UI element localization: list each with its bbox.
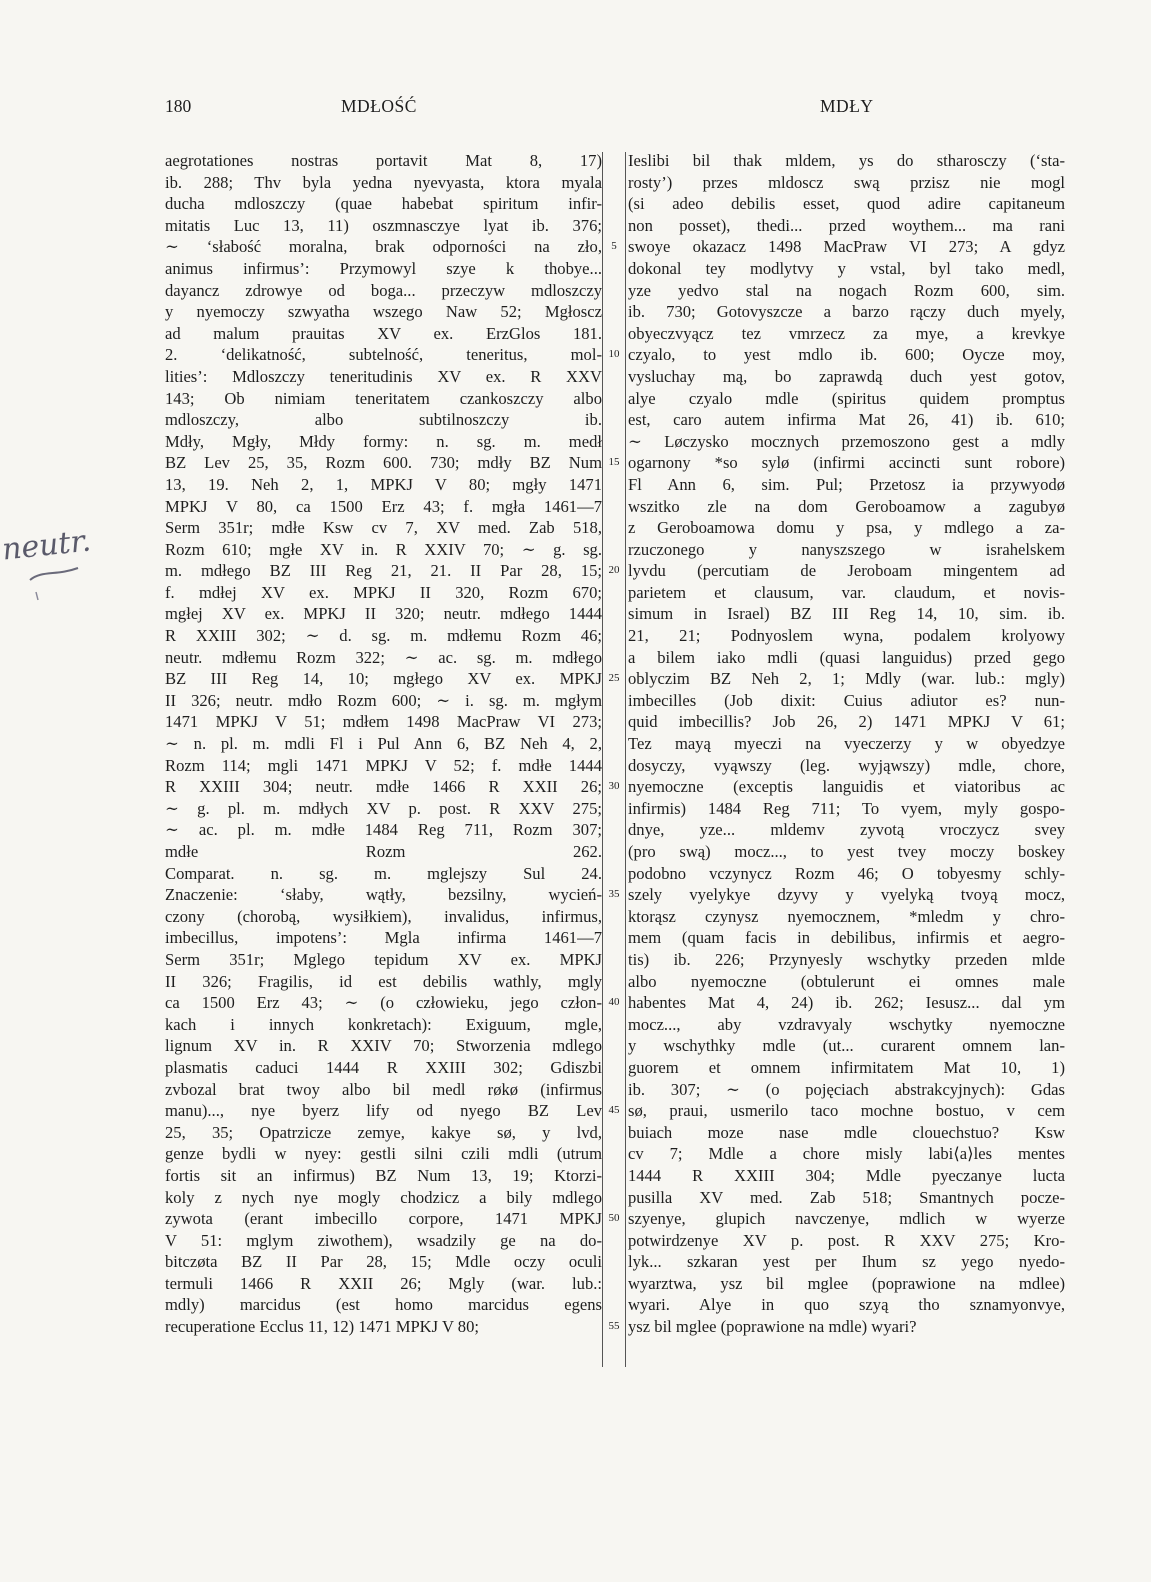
right-column-line: a bilem iako mdli (quasi languidus) przed gego (628, 647, 1065, 667)
right-column-line: szely vyelykye dzyvy y vyelyką tvoyą mocz, (628, 885, 1065, 905)
right-column-line: mocz..., aby vzdravyaly wschytky nyemoczne (628, 1014, 1065, 1034)
right-column-line: est, caro autem infirma Mat 26, 41) ib. 610; (628, 410, 1065, 430)
right-column-line: tis) ib. 226; Przynyesly wschytky przeden mlde (628, 949, 1065, 969)
left-column-line: genze bydli w nyey: gestli silni czili mdli (utrum (165, 1144, 602, 1164)
line-number: 25 (608, 672, 620, 685)
left-column-line: lignum XV in. R XXIV 70; Stworzenia mdlego (165, 1036, 602, 1056)
left-column-line: dayancz zdrowye od boga... przeczyw mdloszczy (165, 280, 602, 300)
right-column-line: guorem et omnem infirmitatem Mat 10, 1) (628, 1057, 1065, 1077)
left-column-line: m. mdłego BZ III Reg 21, 21. II Par 28, 15; (165, 561, 602, 581)
right-column-line: y wschythky mdle (ut... curarent omnem lan- (628, 1036, 1065, 1056)
left-column-line: BZ Lev 25, 35, Rozm 600. 730; mdły BZ Num (165, 453, 602, 473)
left-column-line: f. mdłej XV ex. MPKJ II 320, Rozm 670; (165, 582, 602, 602)
right-column-line: (pro swą) mocz..., to yest tvey moczy boskey (628, 842, 1065, 861)
line-number: 10 (608, 348, 620, 361)
right-column-line: simum in Israel) BZ III Reg 14, 10, sim. ib. (628, 604, 1065, 624)
left-column-line: termuli 1466 R XXII 26; Mgly (war. lub.: (165, 1273, 602, 1293)
running-header (165, 96, 885, 122)
left-column-line: mdly) marcidus (est homo marcidus egens (165, 1295, 602, 1315)
right-column-line: dnye, yze... mldemv zyvotą vroczycz svey (628, 820, 1065, 840)
right-column-line: rzuczonego y nanyszszego w israhelskem (628, 539, 1065, 559)
left-column-line: Comparat. n. sg. m. mglejszy Sul 24. (165, 863, 602, 883)
left-column-line: 25, 35; Opatrzicze zemye, kakye sø, y lvd, (165, 1122, 602, 1142)
left-column-line: mgłej XV ex. MPKJ II 320; neutr. mdłego 1444 (165, 604, 602, 624)
left-column-line: 2. ‘delikatność, subtelność, teneritus, mol- (165, 345, 602, 365)
left-column-line: Rozm 114; mgli 1471 MPKJ V 52; f. mdłe 1444 (165, 755, 602, 775)
left-column-line: zvbozal brat twoy albo bil medl røkø (infirmus (165, 1079, 602, 1099)
left-column-line: Znaczenie: ‘słaby, wątły, bezsilny, wycień- (165, 885, 602, 905)
left-column-line: neutr. mdłemu Rozm 322; ∼ ac. sg. m. mdłego (165, 647, 602, 667)
left-column-line: ∼ g. pl. m. mdłych XV p. post. R XXV 275; (165, 798, 602, 818)
left-column-line: ducha mdloszczy (quae habebat spiritum infir- (165, 194, 602, 214)
left-column-line: fortis sit an infirmus) BZ Num 13, 19; Ktorzi- (165, 1165, 602, 1185)
line-number: 30 (608, 780, 620, 793)
right-column-line: parietem et clausum, var. claudum, et novis- (628, 582, 1065, 602)
right-column-line: szyenye, glupich navczenye, mdlich w wyerze (628, 1209, 1065, 1229)
right-column-line: infirmis) 1484 Reg 711; To vyem, myly gospo- (628, 798, 1065, 818)
right-column-line: rosty’) przes mldoscz swą przisz nie mogl (628, 172, 1065, 192)
line-number: 55 (608, 1320, 620, 1333)
right-column-line: potwirdzenye XV p. post. R XXV 275; Kro- (628, 1230, 1065, 1250)
right-column-line: non posset), thedi... przed woythem... ma rani (628, 215, 1065, 235)
right-column-line: podobno vczynycz Rozm 46; O tobyesmy schly- (628, 863, 1065, 883)
left-column-line: plasmatis caduci 1444 R XXIII 302; Gdiszbi (165, 1057, 602, 1077)
left-column-line: mdloszczy, albo subtilnoszczy ib. (165, 410, 602, 430)
right-column-line: yze yedvo stal na nogach Rozm 600, sim. (628, 280, 1065, 300)
left-column-line: 13, 19. Neh 2, 1, MPKJ V 80; mgły 1471 (165, 474, 602, 494)
right-text-column (628, 150, 1065, 1338)
left-column-line: Mdły, Mgły, Młdy formy: n. sg. m. medł (165, 431, 602, 451)
left-text-column (165, 150, 602, 1338)
right-column-line: dokonal tey modlytvy y vstal, byl tako medl, (628, 258, 1065, 278)
left-column-line: ∼ n. pl. m. mdli Fl i Pul Ann 6, BZ Neh 4, 2, (165, 734, 602, 754)
left-headword: MDŁOŚĆ (341, 96, 417, 116)
right-column-line: wyarztwa, ysz bil mglee (poprawione na mdlee) (628, 1273, 1065, 1293)
left-column-line: V 51: mglym ziwothem), wsadzily ge na do- (165, 1230, 602, 1250)
right-column-line: lyvdu (percutiam de Jeroboam mingentem ad (628, 561, 1065, 581)
left-column-line: ∼ ‘słabość moralna, brak odporności na zło, (165, 237, 602, 257)
left-column-line: czony (chorobą, wysiłkiem), invalidus, infirmus, (165, 906, 602, 926)
handwritten-stroke (26, 562, 86, 602)
right-column-line: habentes Mat 4, 24) ib. 262; Iesusz... dal ym (628, 993, 1065, 1013)
right-column-line: alye czyalo mdle (spiritus quidem promptus (628, 388, 1065, 408)
right-column-line: ysz bil mglee (poprawione na mdle) wyari? (628, 1317, 917, 1337)
column-rule-left (602, 152, 603, 1367)
left-column-line: ∼ ac. pl. m. mdłe 1484 Reg 711, Rozm 307; (165, 820, 602, 840)
right-column-line: lyk... szkaran yest per Ihum sz yego nyedo- (628, 1252, 1065, 1272)
left-column-line: lities’: Mdloszczy teneritudinis XV ex. R XXV (165, 366, 602, 386)
right-column-line: ∼ Løczysko mocznych przemoszono gest a mdly (628, 431, 1065, 451)
right-column-line: pusilla XV med. Zab 518; Smantnych pocze- (628, 1187, 1065, 1207)
right-column-line: 21, 21; Podnyoslem wyna, podalem krolyowy (628, 626, 1065, 646)
left-column-line: mdłe Rozm 262. (165, 842, 602, 861)
left-column-line: kach i innych konkretach): Exiguum, mgle, (165, 1014, 602, 1034)
right-column-line: wszitko zle na dom Geroboamow a zagubyø (628, 496, 1065, 516)
right-column-line: buiach moze nase mdle clouechstuo? Ksw (628, 1122, 1065, 1142)
right-column-line: Ieslibi bil thak mldem, ys do stharosczy (‘sta- (628, 151, 1065, 170)
right-column-line: cv 7; Mdle a chore misly labi⟨a⟩les mentes (628, 1144, 1065, 1164)
page-number: 180 (165, 96, 192, 116)
left-column-line: koly z nych nye mogly chodzicz a bily mdlego (165, 1187, 602, 1207)
left-column-line: recuperatione Ecclus 11, 12) 1471 MPKJ V 80; (165, 1317, 480, 1337)
right-column-line: imbecilles (Job dixit: Cuius adiutor es? nun- (628, 690, 1065, 710)
right-column-line: oblyczim BZ Neh 2, 1; Mdly (war. lub.: mgly) (628, 669, 1065, 689)
left-column-line: imbecillus, impotens’: Mgla infirma 1461—7 (165, 928, 602, 948)
right-column-line: ogarnony *so sylø (infirmi accincti sunt robore) (628, 453, 1065, 473)
right-headword: MDŁY (820, 96, 874, 116)
right-column-line: albo nyemoczne (obtulerunt ei omnes male (628, 971, 1065, 991)
right-column-line: sø, praui, usmerilo taco mochne bostuo, v cem (628, 1101, 1065, 1121)
line-number: 20 (608, 564, 620, 577)
right-column-line: obyeczvyącz tez vmrzecz za mye, a krevkye (628, 323, 1065, 343)
line-number: 50 (608, 1212, 620, 1225)
left-column-line: ad malum prauitas XV ex. ErzGlos 181. (165, 323, 602, 343)
line-number: 40 (608, 996, 620, 1009)
left-column-line: II 326; neutr. mdło Rozm 600; ∼ i. sg. m. mgłym (165, 690, 602, 710)
right-column-line: ktorąsz czynysz nyemocznem, *mledm y chro- (628, 906, 1065, 926)
right-column-line: mem (quam facis in debilibus, infirmis et aegro- (628, 928, 1065, 948)
left-column-line: II 326; Fragilis, id est debilis wathly, mgly (165, 971, 602, 991)
line-number: 15 (608, 456, 620, 469)
left-column-line: R XXIII 302; ∼ d. sg. m. mdłemu Rozm 46; (165, 626, 602, 646)
left-column-line: Serm 351r; Mglego tepidum XV ex. MPKJ (165, 949, 602, 969)
right-column-line: ib. 307; ∼ (o pojęciach abstrakcyjnych): Gdas (628, 1079, 1065, 1099)
left-column-line: mitatis Luc 13, 11) oszmnasczye lyat ib. 376; (165, 215, 602, 235)
right-column-line: swoye okazacz 1498 MacPraw VI 273; A gdyz (628, 237, 1065, 257)
right-column-line: quid imbecillis? Job 26, 2) 1471 MPKJ V 61; (628, 712, 1065, 732)
right-column-line: 1444 R XXIII 304; Mdle pyeczanye lucta (628, 1165, 1065, 1185)
left-column-line: R XXIII 304; neutr. mdłe 1466 R XXII 26; (165, 777, 602, 797)
line-number: 45 (608, 1104, 620, 1117)
right-column-line: Fl Ann 6, sim. Pul; Przetosz ia przywyodø (628, 474, 1065, 494)
left-column-line: 1471 MPKJ V 51; mdłem 1498 MacPraw VI 273; (165, 712, 602, 732)
left-column-line: Serm 351r; mdłe Ksw cv 7, XV med. Zab 518, (165, 518, 602, 538)
left-column-line: 143; Ob nimiam teneritatem czankoszczy albo (165, 388, 602, 408)
line-number: 35 (608, 888, 620, 901)
left-column-line: y nyemoczy szwyatha wszego Naw 52; Mgłoscz (165, 302, 602, 322)
handwritten-margin-note: neutr. (0, 523, 93, 568)
column-rule-right (625, 152, 626, 1367)
left-column-line: BZ III Reg 14, 10; mgłego XV ex. MPKJ (165, 669, 602, 689)
right-column-line: z Geroboamowa domu y psa, y mdlego a za- (628, 518, 1065, 538)
right-column-line: wyari. Alye in quo szyą tho sznamyonvye, (628, 1295, 1065, 1315)
right-column-line: czyalo, to yest mdlo ib. 600; Oycze moy, (628, 345, 1065, 365)
right-column-line: dosyczy, vyąwszy (leg. wyjąwszy) mdle, chore, (628, 755, 1065, 775)
line-number: 5 (611, 240, 617, 253)
left-column-line: animus infirmus’: Przymowyl szye k thobye... (165, 258, 602, 278)
right-column-line: Tez mayą myeczi na vyeczerzy y w obyedzye (628, 734, 1065, 754)
right-column-line: nyemoczne (exceptis languidis et viatoribus ac (628, 777, 1065, 797)
right-column-line: (si adeo debilis esset, quod adire capitaneum (628, 194, 1065, 214)
left-column-line: bitczøta BZ II Par 28, 15; Mdle oczy oculi (165, 1252, 602, 1272)
left-column-line: ib. 288; Thv byla yedna nyevyasta, ktora myala (165, 172, 602, 192)
left-column-line: manu)..., nye byerz lify od nyego BZ Lev (165, 1101, 602, 1121)
left-column-line: MPKJ V 80, ca 1500 Erz 43; f. mgła 1461—7 (165, 496, 602, 516)
right-column-line: vysluchay mą, bo zaprawdą duch yest gotov, (628, 366, 1065, 386)
left-column-line: ca 1500 Erz 43; ∼ (o człowieku, jego człon- (165, 993, 602, 1013)
left-column-line: Rozm 610; mgłe XV in. R XXIV 70; ∼ g. sg. (165, 539, 602, 559)
left-column-line: zywota (erant imbecillo corpore, 1471 MPKJ (165, 1209, 602, 1229)
right-column-line: ib. 730; Gotovyszcze a barzo rączy duch myely, (628, 302, 1065, 322)
left-column-line: aegrotationes nostras portavit Mat 8, 17) (165, 151, 602, 170)
